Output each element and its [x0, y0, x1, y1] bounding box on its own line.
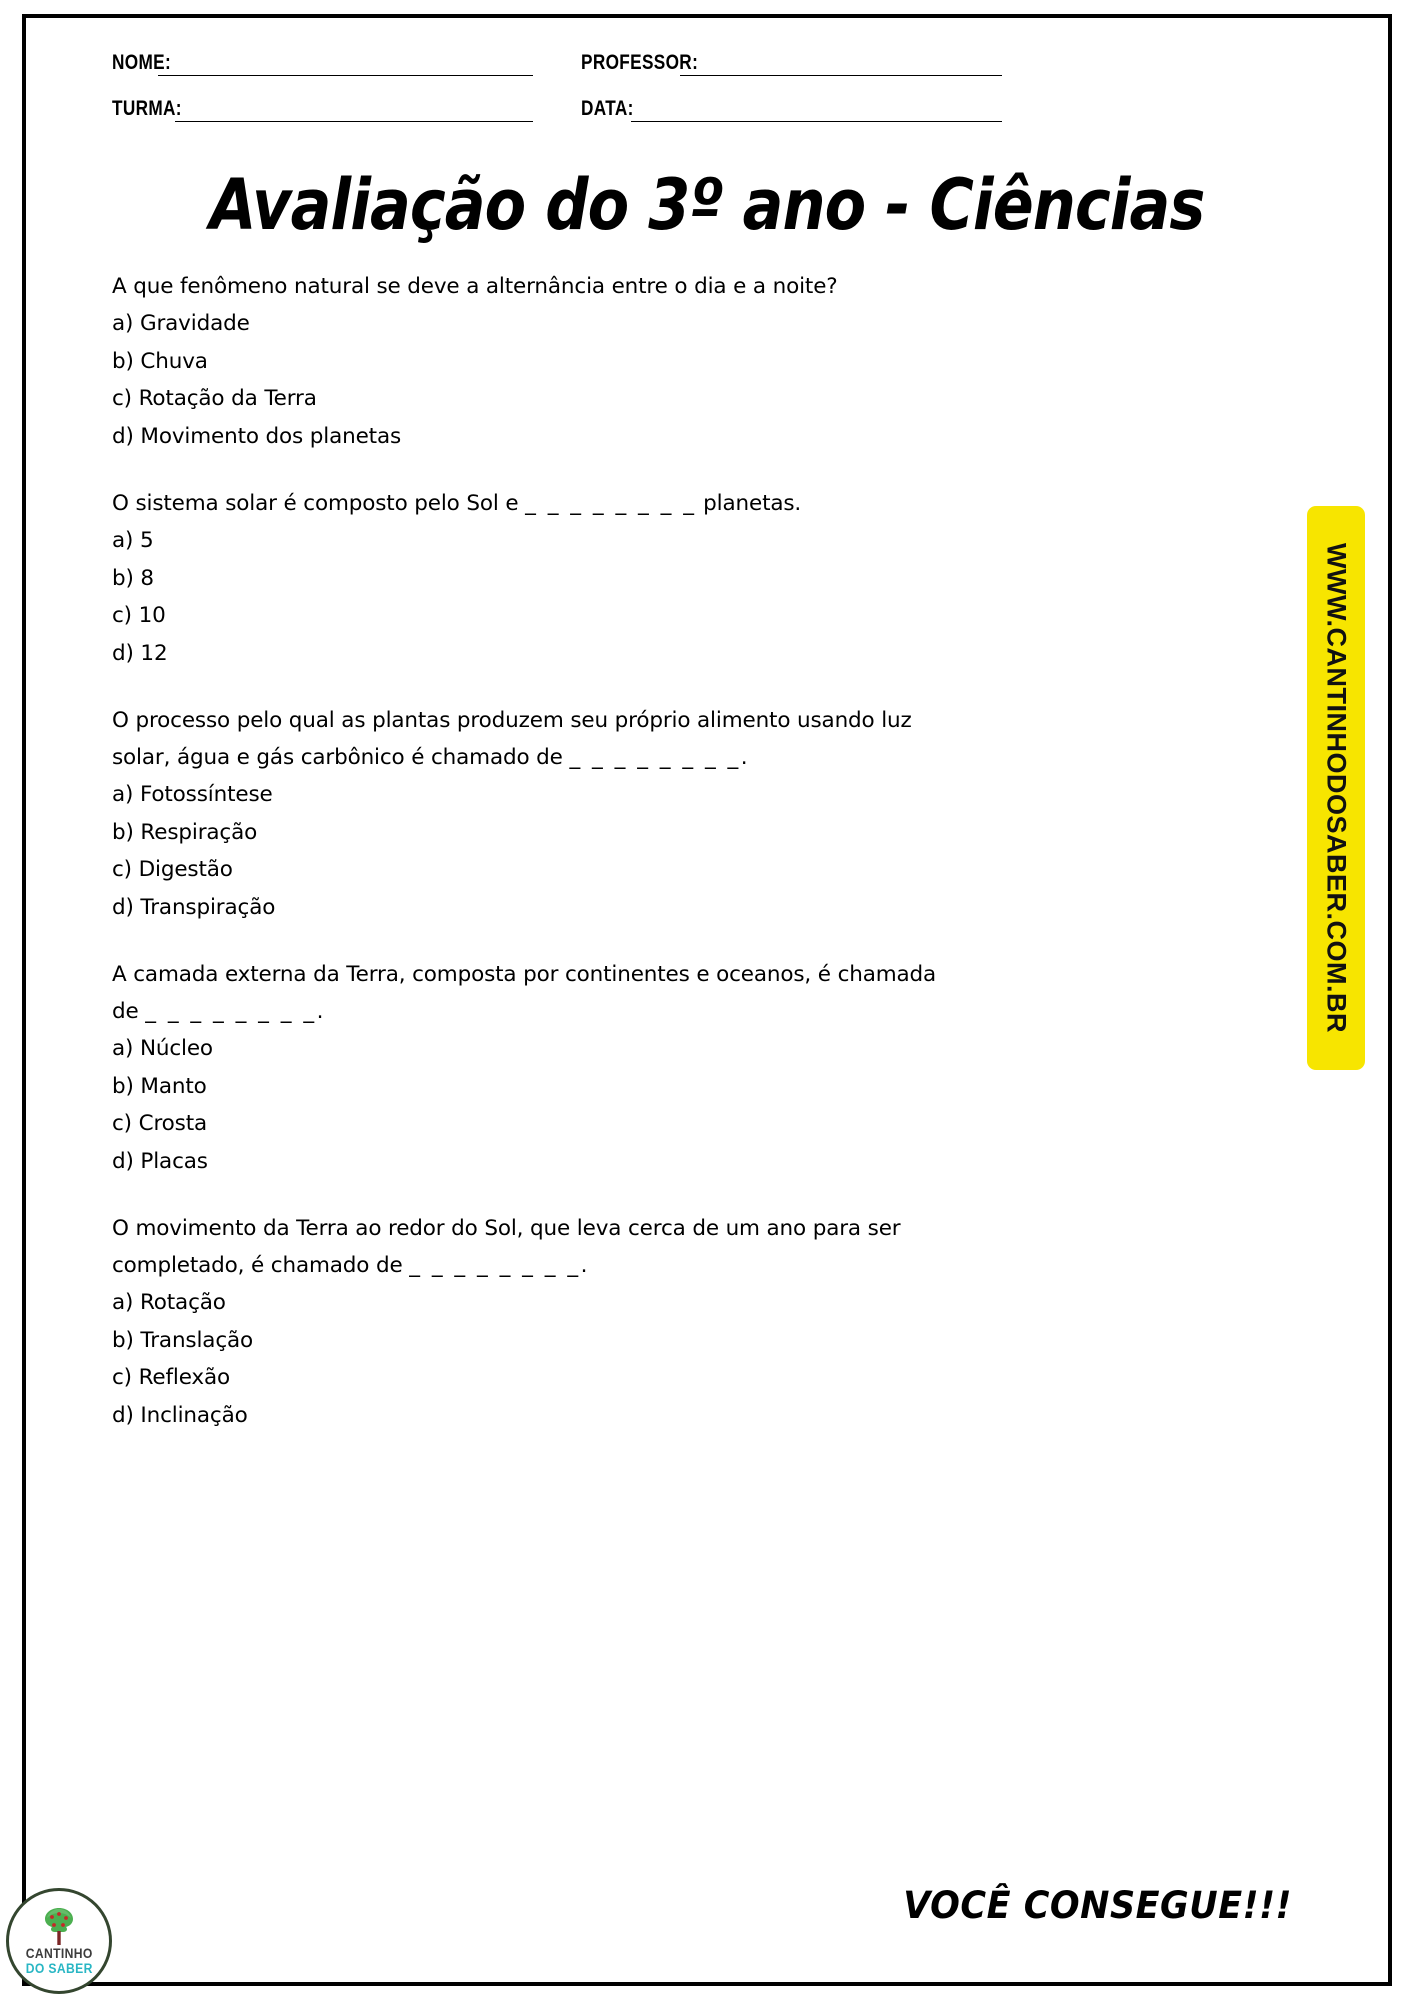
logo-text-primary: CANTINHO: [25, 1946, 93, 1962]
option-d[interactable]: d) Placas: [112, 1148, 208, 1174]
header-row-2: [112, 98, 1002, 122]
brand-logo: [6, 1888, 112, 1994]
field-data-line[interactable]: [631, 100, 1002, 122]
question-text: [112, 485, 957, 522]
option-c[interactable]: c) Reflexão: [112, 1365, 231, 1390]
field-turma[interactable]: [112, 98, 533, 122]
option-a[interactable]: a) 5: [112, 528, 154, 553]
field-nome-label: NOME:: [112, 51, 172, 74]
field-turma-label: TURMA:: [112, 97, 182, 120]
question-text-after: .: [316, 999, 324, 1024]
option-b[interactable]: b) 8: [112, 565, 154, 591]
field-nome[interactable]: [112, 52, 533, 76]
question-text-after: planetas.: [696, 491, 802, 516]
option-d[interactable]: d) 12: [112, 640, 168, 666]
option-b[interactable]: b) Manto: [112, 1073, 207, 1099]
apple-tree-icon: [41, 1906, 77, 1946]
footer-slogan: VOCÊ CONSEGUE!!!: [903, 1884, 1292, 1928]
option-a[interactable]: a) Núcleo: [112, 1036, 213, 1061]
question-text: [112, 956, 957, 1030]
answer-blank[interactable]: _ _ _ _ _ _ _ _: [569, 745, 741, 770]
questions-container: [112, 268, 972, 1464]
question-text: [112, 702, 957, 776]
field-turma-line[interactable]: [175, 100, 533, 122]
page-title: Avaliação do 3º ano - Ciências: [209, 164, 1205, 246]
question-text: A que fenômeno natural se deve a alternância entre o dia e a noite?: [112, 274, 838, 299]
option-a[interactable]: a) Fotossíntese: [112, 782, 273, 807]
logo-text-secondary: DO SABER: [25, 1960, 93, 1976]
website-url-text: WWW.CANTINHODOSABER.COM.BR: [1321, 543, 1352, 1033]
field-nome-line[interactable]: [158, 54, 533, 76]
field-professor[interactable]: [581, 52, 1002, 76]
answer-blank[interactable]: _ _ _ _ _ _ _ _: [409, 1253, 581, 1278]
question-text-after: .: [740, 745, 748, 770]
header-row-1: [112, 52, 1002, 76]
option-d[interactable]: d) Inclinação: [112, 1402, 248, 1428]
option-c[interactable]: c) 10: [112, 603, 166, 628]
question-block: [112, 956, 972, 1180]
field-data-label: DATA:: [581, 97, 634, 120]
option-d[interactable]: d) Movimento dos planetas: [112, 423, 402, 449]
field-professor-line[interactable]: [680, 54, 1002, 76]
question-text-after: .: [580, 1253, 588, 1278]
answer-blank[interactable]: _ _ _ _ _ _ _ _: [525, 491, 697, 516]
question-block: [112, 702, 972, 926]
option-b[interactable]: b) Respiração: [112, 819, 258, 845]
question-text: [112, 1210, 957, 1284]
student-info-header: [112, 52, 1002, 144]
question-text-before: O sistema solar é composto pelo Sol e: [112, 491, 526, 516]
question-block: [112, 268, 972, 455]
answer-blank[interactable]: _ _ _ _ _ _ _ _: [145, 999, 317, 1024]
question-text-before: O movimento da Terra ao redor do Sol, que leva cerca de um ano para ser completado, é chamado de: [112, 1216, 901, 1278]
question-block: [112, 1210, 972, 1434]
question-block: [112, 485, 972, 672]
website-side-banner[interactable]: [1307, 506, 1365, 1070]
option-d[interactable]: d) Transpiração: [112, 894, 276, 920]
option-a[interactable]: a) Rotação: [112, 1290, 226, 1315]
field-professor-label: PROFESSOR:: [581, 51, 699, 74]
option-b[interactable]: b) Chuva: [112, 348, 208, 374]
question-text-before: O processo pelo qual as plantas produzem seu próprio alimento usando luz solar, água e gás carbônico é chamado de: [112, 708, 912, 770]
option-a[interactable]: a) Gravidade: [112, 311, 250, 336]
option-c[interactable]: c) Rotação da Terra: [112, 386, 317, 411]
option-b[interactable]: b) Translação: [112, 1327, 254, 1353]
question-text-before: A camada externa da Terra, composta por continentes e oceanos, é chamada de: [112, 962, 937, 1024]
option-c[interactable]: c) Crosta: [112, 1111, 208, 1136]
option-c[interactable]: c) Digestão: [112, 857, 233, 882]
field-data[interactable]: [581, 98, 1002, 122]
